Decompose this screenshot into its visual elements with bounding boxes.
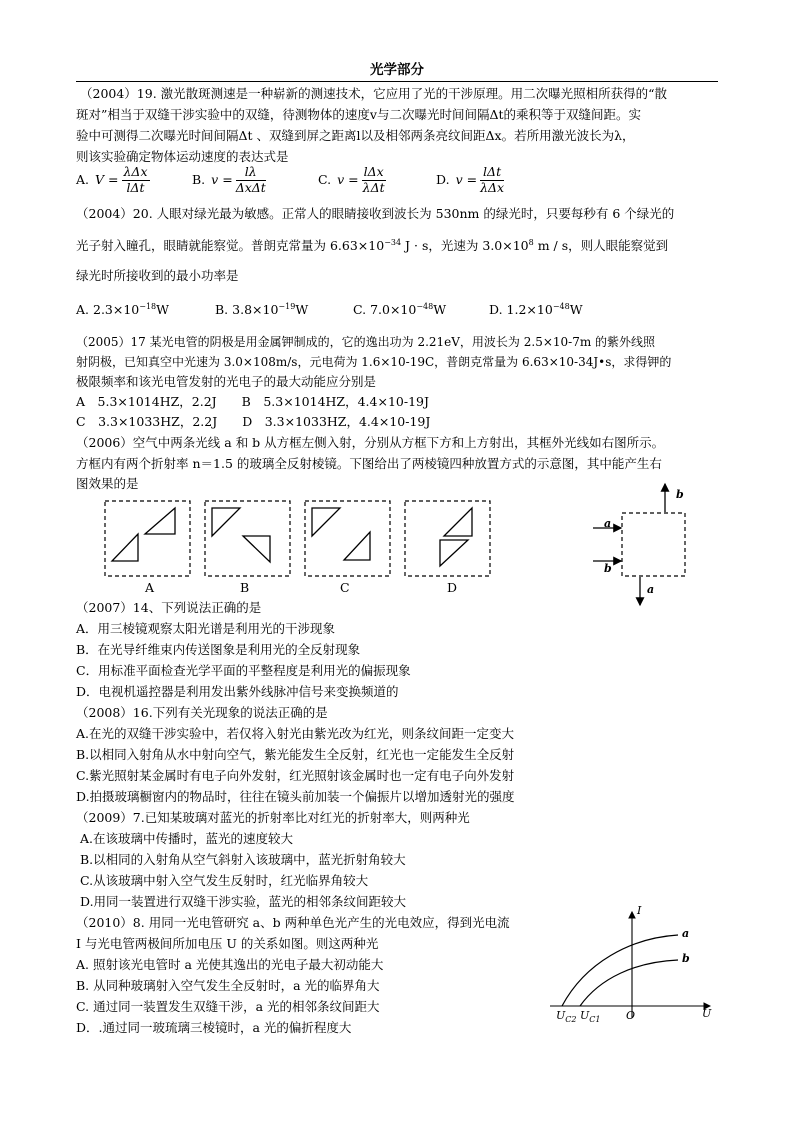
q2005-17-line-2: 射阴极，已知真空中光速为 3.0×108m/s，元电荷为 1.6×10-19C，普朗克常量为 6.63×10-34J•s，求得钾的 — [76, 355, 672, 369]
curve-label-b: b — [682, 952, 690, 965]
choice-a-prism-bottom — [112, 534, 138, 561]
option-mantissa: 2.3×10 — [93, 302, 140, 318]
q2010-8-option-a[interactable]: A. 照射该光电管时 a 光使其逸出的光电子最大初动能大 — [76, 957, 384, 972]
ray-label-a-in: a — [604, 517, 612, 530]
q2009-7-option-d[interactable]: D.用同一装置进行双缝干涉实验，蓝光的相邻条纹间距较大 — [80, 894, 407, 909]
title-rule — [76, 81, 718, 82]
q2005-17-options-row-2[interactable]: C 3.3×1033HZ，2.2J D 3.3×1033HZ，4.4×10-19J — [76, 414, 431, 429]
q2008-16-option-c[interactable]: C.紫光照射某金属时有电子向外发射，红光照射该金属时也一定有电子向外发射 — [76, 768, 515, 783]
text-run: J · s，光速为 3.0×10 — [401, 238, 529, 254]
option-mantissa: 1.2×10 — [506, 302, 553, 318]
choice-c-prism-bottom — [344, 532, 370, 560]
fraction-denominator: lΔt — [126, 179, 145, 195]
q2009-7-option-b[interactable]: B.以相同的入射角从空气斜射入该玻璃中，蓝光折射角较大 — [80, 852, 406, 867]
q2004-20-line-3: 绿光时所接收到的最小功率是 — [76, 268, 239, 283]
q2008-16-stem: （2008）16.下列有关光现象的说法正确的是 — [76, 705, 328, 720]
exponent: −48 — [416, 302, 434, 311]
fraction-denominator: ΔxΔt — [235, 179, 266, 195]
text-run: m / s，则人眼能察觉到 — [533, 238, 669, 254]
q2004-20-option-c[interactable] — [353, 303, 446, 317]
uc2-label — [556, 1010, 577, 1024]
exponent: −19 — [278, 302, 296, 311]
option-unit: W — [156, 302, 170, 318]
prism-choices-diagram — [100, 496, 500, 596]
choice-b-prism-bottom — [243, 536, 270, 562]
q2006-line-2: 方框内有两个折射率 n＝1.5 的玻璃全反射棱镜。下图给出了两棱镜四种放置方式的示意图，其中能产生右 — [76, 456, 662, 471]
choice-label-d[interactable]: D — [447, 580, 458, 595]
choice-c-prism-top — [312, 508, 340, 536]
q2004-20-option-d[interactable] — [489, 303, 583, 317]
choice-d-box — [405, 501, 490, 576]
q2010-8-stem-2: I 与光电管两极间所加电压 U 的关系如图。则这两种光 — [76, 936, 379, 951]
q2008-16-option-d[interactable]: D.拍摄玻璃橱窗内的物品时，往往在镜头前加装一个偏振片以增加透射光的强度 — [76, 789, 515, 804]
option-mantissa: 3.8×10 — [232, 302, 279, 318]
q2010-8-stem-1: （2010）8. 用同一光电管研究 a、b 两种单色光产生的光电效应，得到光电流 — [76, 915, 510, 930]
q2010-8-option-c[interactable]: C. 通过同一装置发生双缝干涉，a 光的相邻条纹间距大 — [76, 999, 380, 1014]
q2007-14-option-b[interactable]: B．在光导纤维束内传送图象是利用光的全反射现象 — [76, 642, 361, 657]
ray-box-frame — [622, 513, 685, 576]
choice-b-prism-top — [212, 508, 240, 536]
q2009-7-option-c[interactable]: C.从该玻璃中射入空气发生反射时，红光临界角较大 — [80, 873, 369, 888]
option-label: B. — [215, 302, 229, 318]
option-lhs: v = — [455, 171, 478, 187]
option-label: C. — [318, 171, 332, 187]
uc2-sub: C2 — [565, 1015, 577, 1025]
uc1-sub: C1 — [589, 1015, 601, 1025]
q2009-7-stem: （2009）7.已知某玻璃对蓝光的折射率比对红光的折射率大，则两种光 — [76, 810, 470, 825]
choice-a-prism-top — [145, 508, 175, 534]
fraction-denominator: λΔx — [480, 179, 505, 195]
choice-a-box — [105, 501, 190, 576]
option-label: C. — [353, 302, 367, 318]
option-lhs: V = — [95, 171, 119, 187]
choice-d-prism-bottom — [440, 540, 468, 566]
fraction — [236, 166, 266, 194]
option-mantissa: 7.0×10 — [370, 302, 417, 318]
q2005-17-line-3: 极限频率和该光电管发射的光电子的最大动能应分别是 — [76, 374, 377, 389]
q2007-14-stem: （2007）14、下列说法正确的是 — [76, 600, 262, 615]
option-label: D. — [489, 302, 503, 318]
q2004-19-option-d[interactable] — [436, 166, 504, 194]
q2008-16-option-b[interactable]: B.以相同入射角从水中射向空气，紫光能发生全反射，红光也一定能发生全反射 — [76, 747, 515, 762]
q2009-7-option-a[interactable]: A.在该玻璃中传播时，蓝光的速度较大 — [80, 831, 294, 846]
option-lhs: v = — [211, 171, 233, 187]
q2004-19-line-1: （2004）19. 激光散斑测速是一种崭新的测速技术，它应用了光的干涉原理。用二次曝光照相所获得的“散 — [80, 86, 668, 101]
uc1-label — [580, 1010, 601, 1024]
q2005-17-line-1: （2005）17 某光电管的阴极是用金属钾制成的，它的逸出功为 2.21eV，用波长为 2.5×10-7m 的紫外线照 — [76, 335, 656, 349]
q2007-14-option-d[interactable]: D．电视机遥控器是利用发出紫外线脉冲信号来变换频道的 — [76, 684, 399, 699]
q2004-20-line-1: （2004）20. 人眼对绿光最为敏感。正常人的眼睛接收到波长为 530nm 的绿光时，只要每秒有 6 个绿光的 — [76, 206, 675, 221]
q2004-19-line-4: 则该实验确定物体运动速度的表达式是 — [76, 149, 289, 164]
axis-label-u: U — [702, 1007, 712, 1020]
q2008-16-option-a[interactable]: A.在光的双缝干涉实验中，若仅将入射光由紫光改为红光，则条纹间距一定变大 — [76, 726, 515, 741]
fraction-numerator: lΔt — [480, 166, 504, 181]
option-unit: W — [569, 302, 583, 318]
choice-b-box — [205, 501, 290, 576]
q2010-8-option-d[interactable]: D．.通过同一玻琉璃三棱镜时，a 光的偏折程度大 — [76, 1020, 352, 1035]
option-unit: W — [295, 302, 309, 318]
q2004-19-line-2: 斑对”相当于双缝干涉实验中的双缝，待测物体的速度v与二次曝光时间间隔Δt的乘积等于双缝间距。实 — [76, 107, 642, 122]
uc1-main: U — [580, 1009, 590, 1022]
ray-label-b-in: b — [604, 562, 612, 575]
exponent: −34 — [384, 238, 402, 247]
option-unit: W — [433, 302, 447, 318]
ray-label-a-out: a — [647, 583, 655, 596]
q2005-17-options-row-1[interactable]: A 5.3×1014HZ，2.2J B 5.3×1014HZ，4.4×10-19J — [76, 394, 430, 409]
origin-label: O — [626, 1009, 636, 1022]
q2007-14-option-a[interactable]: A．用三棱镜观察太阳光谱是利用光的干涉现象 — [76, 621, 336, 636]
q2006-line-1: （2006）空气中两条光线 a 和 b 从方框左侧入射，分别从方框下方和上方射出，其框外光线如右图所示。 — [76, 435, 665, 450]
choice-label-b[interactable]: B — [240, 580, 250, 595]
fraction-numerator: lλ — [236, 166, 266, 181]
option-label: A. — [76, 302, 90, 318]
choice-label-c[interactable]: C — [340, 580, 350, 595]
q2004-19-option-c[interactable] — [318, 166, 386, 194]
ray-label-b-out: b — [676, 488, 684, 501]
fraction-numerator: λΔx — [123, 164, 148, 179]
fraction-numerator: lΔx — [363, 164, 384, 179]
q2004-20-line-2 — [76, 239, 668, 253]
uc2-main: U — [556, 1009, 566, 1022]
fraction-denominator: λΔt — [362, 179, 385, 195]
option-label: A. — [76, 171, 90, 187]
fraction — [362, 166, 386, 194]
fraction — [122, 166, 150, 194]
q2004-19-option-b[interactable] — [192, 166, 266, 194]
choice-label-a[interactable]: A — [145, 580, 155, 595]
q2004-19-line-3: 验中可测得二次曝光时间间隔Δt 、双缝到屏之距离l以及相邻两条亮纹间距Δx。若所用激光波长为λ， — [76, 128, 635, 143]
q2004-19-option-a[interactable] — [76, 166, 150, 194]
curve-a — [562, 935, 678, 1006]
exponent: −18 — [139, 302, 157, 311]
choice-d-prism-top — [444, 508, 472, 536]
q2006-line-3: 图效果的是 — [76, 476, 139, 491]
option-lhs: v = — [337, 171, 359, 187]
q2004-20-option-b[interactable] — [215, 303, 308, 317]
exponent: −48 — [552, 302, 570, 311]
text-run: 光子射入瞳孔，眼睛就能察觉。普朗克常量为 6.63×10 — [76, 238, 385, 254]
curve-label-a: a — [682, 927, 690, 940]
page-title: 光学部分 — [370, 62, 424, 78]
q2004-20-option-a[interactable] — [76, 303, 169, 317]
choice-c-box — [305, 501, 390, 576]
q2007-14-option-c[interactable]: C．用标准平面检查光学平面的平整程度是利用光的偏振现象 — [76, 663, 411, 678]
axis-label-i: I — [637, 904, 642, 917]
q2010-8-option-b[interactable]: B. 从同种玻璃射入空气发生全反射时，a 光的临界角大 — [76, 978, 380, 993]
fraction — [480, 166, 504, 194]
exponent: 8 — [528, 238, 534, 247]
option-label: D. — [436, 171, 450, 187]
option-label: B. — [192, 171, 206, 187]
